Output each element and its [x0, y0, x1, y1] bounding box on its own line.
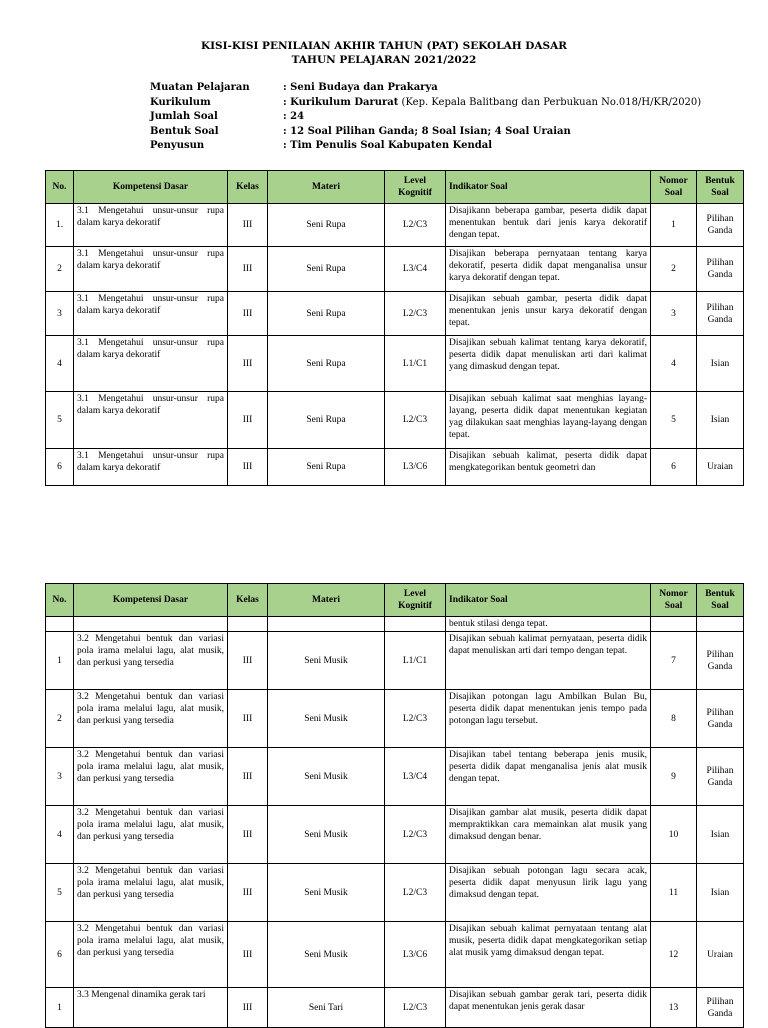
cell-bentuk: Pilihan Ganda	[697, 292, 744, 336]
cell-empty	[697, 617, 744, 632]
meta-value: : 12 Soal Pilihan Ganda; 8 Soal Isian; 4 Soal Uraian	[283, 125, 571, 137]
cell-materi: Seni Musik	[268, 922, 385, 988]
table-row	[46, 392, 744, 449]
table-row	[46, 922, 744, 988]
meta-value: : Kurikulum Darurat	[283, 96, 399, 108]
header-no: No.	[46, 584, 74, 617]
header-nomor: Nomor Soal	[651, 584, 697, 617]
cell-nomor: 2	[651, 247, 697, 292]
meta-key: Penyusun	[150, 140, 205, 151]
table-row	[46, 292, 744, 336]
cell-no: 4	[46, 336, 74, 392]
cell-kompetensi-dasar: 3.1 Mengetahui unsur-unsur rupa dalam karya dekoratif	[74, 292, 228, 336]
cell-materi: Seni Rupa	[268, 247, 385, 292]
cell-kelas: III	[228, 449, 268, 486]
cell-materi: Seni Musik	[268, 632, 385, 690]
header-materi: Materi	[268, 584, 385, 617]
header-kd: Kompetensi Dasar	[74, 171, 228, 204]
cell-nomor: 3	[651, 292, 697, 336]
cell-nomor: 8	[651, 690, 697, 748]
cell-level: L3/C4	[385, 247, 446, 292]
cell-nomor: 6	[651, 449, 697, 486]
cell-bentuk: Pilihan Ganda	[697, 632, 744, 690]
cell-bentuk: Isian	[697, 864, 744, 922]
cell-indikator: Disajikan sebuah kalimat saat menghias layang-layang, peserta didik dapat menentukan kegiatan yag dilakukan saat menghias layang-layang dengan tepat.	[446, 392, 651, 449]
cell-indikator: Disajikan sebuah kalimat pernyataan tentang alat musik, peserta didik dapat mengkategorikan setiap alat musik yamg dimaksud dengan tepat.	[446, 922, 651, 988]
table-row	[46, 690, 744, 748]
cell-bentuk: Uraian	[697, 449, 744, 486]
header-level: Level Kognitif	[385, 584, 446, 617]
cell-kelas: III	[228, 988, 268, 1028]
cell-kompetensi-dasar: 3.2 Mengetahui bentuk dan variasi pola irama melalui lagu, alat musik, dan perkusi yang tersedia	[74, 748, 228, 806]
header-materi: Materi	[268, 171, 385, 204]
table-row	[46, 336, 744, 392]
table-row	[46, 247, 744, 292]
table-header-row	[46, 171, 744, 204]
cell-materi: Seni Musik	[268, 748, 385, 806]
cell-indikator: Disajikan tabel tentang beberapa jenis musik, peserta didik dapat menganalisa jenis alat musik dengan tepat.	[446, 748, 651, 806]
cell-no: 3	[46, 292, 74, 336]
meta-row	[150, 126, 701, 141]
cell-level: L1/C1	[385, 632, 446, 690]
continuation-row	[46, 617, 744, 632]
meta-block	[150, 82, 701, 155]
cell-nomor: 12	[651, 922, 697, 988]
cell-materi: Seni Rupa	[268, 392, 385, 449]
cell-no: 2	[46, 247, 74, 292]
cell-level: L1/C1	[385, 336, 446, 392]
table-row	[46, 988, 744, 1028]
cell-kompetensi-dasar: 3.2 Mengetahui bentuk dan variasi pola irama melalui lagu, alat musik, dan perkusi yang tersedia	[74, 864, 228, 922]
kisi-table-1	[45, 170, 744, 486]
meta-value: : 24	[283, 111, 305, 122]
cell-empty	[268, 617, 385, 632]
header-kelas: Kelas	[228, 584, 268, 617]
cell-nomor: 11	[651, 864, 697, 922]
meta-value: : Tim Penulis Soal Kabupaten Kendal	[283, 140, 493, 151]
cell-nomor: 4	[651, 336, 697, 392]
cell-no: 3	[46, 748, 74, 806]
cell-empty	[74, 617, 228, 632]
meta-key: Kurikulum	[150, 96, 211, 108]
cell-indikator: Disajikan sebuah potongan lagu secara acak, peserta didik dapat menyusun lirik lagu yang dimaksud dengan tepat.	[446, 864, 651, 922]
cell-nomor: 5	[651, 392, 697, 449]
cell-materi: Seni Rupa	[268, 204, 385, 247]
cell-indikator: Disajikan sebuah kalimat tentang karya dekoratif, peserta didik dapat menuliskan arti dari kalimat yang dimaskud dengan tepat.	[446, 336, 651, 392]
cell-level: L2/C3	[385, 864, 446, 922]
cell-nomor: 13	[651, 988, 697, 1028]
header-no: No.	[46, 171, 74, 204]
cell-no: 1.	[46, 204, 74, 247]
cell-level: L2/C3	[385, 806, 446, 864]
cell-bentuk: Isian	[697, 806, 744, 864]
cell-no: 6	[46, 449, 74, 486]
header-kelas: Kelas	[228, 171, 268, 204]
header-bentuk: Bentuk Soal	[697, 584, 744, 617]
meta-key: Muatan Pelajaran	[150, 82, 250, 93]
cell-indikator: Disajikann beberapa gambar, peserta didik dapat menentukan bentuk dari jenis karya dekoratif dengan tepat.	[446, 204, 651, 247]
meta-key: Bentuk Soal	[150, 125, 219, 137]
header-level: Level Kognitif	[385, 171, 446, 204]
cell-no: 5	[46, 864, 74, 922]
cell-kompetensi-dasar: 3.2 Mengetahui bentuk dan variasi pola irama melalui lagu, alat musik, dan perkusi yang tersedia	[74, 806, 228, 864]
cell-kompetensi-dasar: 3.1 Mengetahui unsur-unsur rupa dalam karya dekoratif	[74, 247, 228, 292]
cell-kelas: III	[228, 292, 268, 336]
cell-level: L2/C3	[385, 204, 446, 247]
cell-bentuk: Pilihan Ganda	[697, 204, 744, 247]
cell-kelas: III	[228, 806, 268, 864]
cell-no: 1	[46, 988, 74, 1028]
cell-nomor: 9	[651, 748, 697, 806]
cell-level: L3/C4	[385, 748, 446, 806]
cell-empty	[651, 617, 697, 632]
cell-materi: Seni Rupa	[268, 449, 385, 486]
table-row	[46, 806, 744, 864]
cell-nomor: 1	[651, 204, 697, 247]
cell-indikator: Disajikan sebuah gambar, peserta didik dapat menentukan jenis unsur karya dekoratif dengan tepat.	[446, 292, 651, 336]
cell-indikator: Disajikan sebuah gambar gerak tari, peserta didik dapat menentukan jenis gerak dasar	[446, 988, 651, 1028]
cell-level: L3/C6	[385, 922, 446, 988]
cell-bentuk: Pilihan Ganda	[697, 748, 744, 806]
cell-nomor: 7	[651, 632, 697, 690]
cell-empty	[228, 617, 268, 632]
meta-value: : Seni Budaya dan Prakarya	[283, 82, 438, 93]
doc-title-line2: TAHUN PELAJARAN 2021/2022	[291, 54, 477, 66]
cell-level: L2/C3	[385, 988, 446, 1028]
cell-bentuk: Pilihan Ganda	[697, 690, 744, 748]
cell-bentuk: Isian	[697, 392, 744, 449]
header-kd: Kompetensi Dasar	[74, 584, 228, 617]
cell-indikator: Disajikan sebuah kalimat, peserta didik dapat mengkategorikan bentuk geometri dan	[446, 449, 651, 486]
cell-kompetensi-dasar: 3.1 Mengetahui unsur-unsur rupa dalam karya dekoratif	[74, 204, 228, 247]
table-row	[46, 748, 744, 806]
table-row	[46, 632, 744, 690]
cell-nomor: 10	[651, 806, 697, 864]
cell-bentuk: Pilihan Ganda	[697, 247, 744, 292]
cell-kompetensi-dasar: 3.1 Mengetahui unsur-unsur rupa dalam karya dekoratif	[74, 336, 228, 392]
cell-kelas: III	[228, 748, 268, 806]
cell-indikator-continuation: bentuk stilasi denga tepat.	[446, 617, 651, 632]
cell-kompetensi-dasar: 3.2 Mengetahui bentuk dan variasi pola irama melalui lagu, alat musik, dan perkusi yang tersedia	[74, 922, 228, 988]
header-bentuk: Bentuk Soal	[697, 171, 744, 204]
cell-no: 6	[46, 922, 74, 988]
cell-kelas: III	[228, 204, 268, 247]
header-indikator: Indikator Soal	[446, 584, 651, 617]
cell-kompetensi-dasar: 3.1 Mengetahui unsur-unsur rupa dalam karya dekoratif	[74, 392, 228, 449]
doc-title-line1: KISI-KISI PENILAIAN AKHIR TAHUN (PAT) SEKOLAH DASAR	[200, 40, 568, 52]
cell-materi: Seni Rupa	[268, 336, 385, 392]
cell-level: L2/C3	[385, 292, 446, 336]
cell-bentuk: Pilihan Ganda	[697, 988, 744, 1028]
cell-level: L2/C3	[385, 690, 446, 748]
cell-materi: Seni Rupa	[268, 292, 385, 336]
cell-kelas: III	[228, 336, 268, 392]
cell-level: L2/C3	[385, 392, 446, 449]
kisi-table-2	[45, 583, 744, 1028]
cell-kelas: III	[228, 632, 268, 690]
header-indikator: Indikator Soal	[446, 171, 651, 204]
cell-materi: Seni Tari	[268, 988, 385, 1028]
cell-no: 1	[46, 632, 74, 690]
cell-kompetensi-dasar: 3.2 Mengetahui bentuk dan variasi pola irama melalui lagu, alat musik, dan perkusi yang tersedia	[74, 690, 228, 748]
cell-indikator: Disajikan beberapa pernyataan tentang karya dekoratif, peserta didik dapat menganalisa unsur karya dekoratif dengan tepat.	[446, 247, 651, 292]
meta-row	[150, 82, 701, 97]
cell-no: 2	[46, 690, 74, 748]
table-row	[46, 449, 744, 486]
cell-bentuk: Uraian	[697, 922, 744, 988]
cell-materi: Seni Musik	[268, 806, 385, 864]
cell-no: 4	[46, 806, 74, 864]
table-header-row	[46, 584, 744, 617]
meta-row	[150, 140, 701, 155]
cell-kompetensi-dasar: 3.3 Mengenal dinamika gerak tari	[74, 988, 228, 1028]
meta-row	[150, 111, 701, 126]
table-row	[46, 864, 744, 922]
meta-extra: (Kep. Kepala Balitbang dan Perbukuan No.018/H/KR/2020)	[398, 96, 702, 108]
cell-no: 5	[46, 392, 74, 449]
cell-kompetensi-dasar: 3.1 Mengetahui unsur-unsur rupa dalam karya dekoratif	[74, 449, 228, 486]
cell-kompetensi-dasar: 3.2 Mengetahui bentuk dan variasi pola irama melalui lagu, alat musik, dan perkusi yang tersedia	[74, 632, 228, 690]
meta-row	[150, 97, 701, 112]
cell-kelas: III	[228, 864, 268, 922]
cell-empty	[46, 617, 74, 632]
cell-indikator: Disajikan sebuah kalimat pernyataan, peserta didik dapat menuliskan arti dari tempo dengan tepat.	[446, 632, 651, 690]
cell-kelas: III	[228, 247, 268, 292]
table-row	[46, 204, 744, 247]
cell-materi: Seni Musik	[268, 864, 385, 922]
cell-materi: Seni Musik	[268, 690, 385, 748]
cell-kelas: III	[228, 922, 268, 988]
cell-level: L3/C6	[385, 449, 446, 486]
cell-indikator: Disajikan gambar alat musik, peserta didik dapat mempraktikkan cara memainkan alat musik yang dimaksud dengan benar.	[446, 806, 651, 864]
cell-kelas: III	[228, 392, 268, 449]
cell-bentuk: Isian	[697, 336, 744, 392]
meta-key: Jumlah Soal	[150, 111, 218, 122]
cell-kelas: III	[228, 690, 268, 748]
cell-empty	[385, 617, 446, 632]
header-nomor: Nomor Soal	[651, 171, 697, 204]
cell-indikator: Disajikan potongan lagu Ambilkan Bulan Bu, peserta didik dapat menentukan jenis tempo pada potongan lagu tersebut.	[446, 690, 651, 748]
